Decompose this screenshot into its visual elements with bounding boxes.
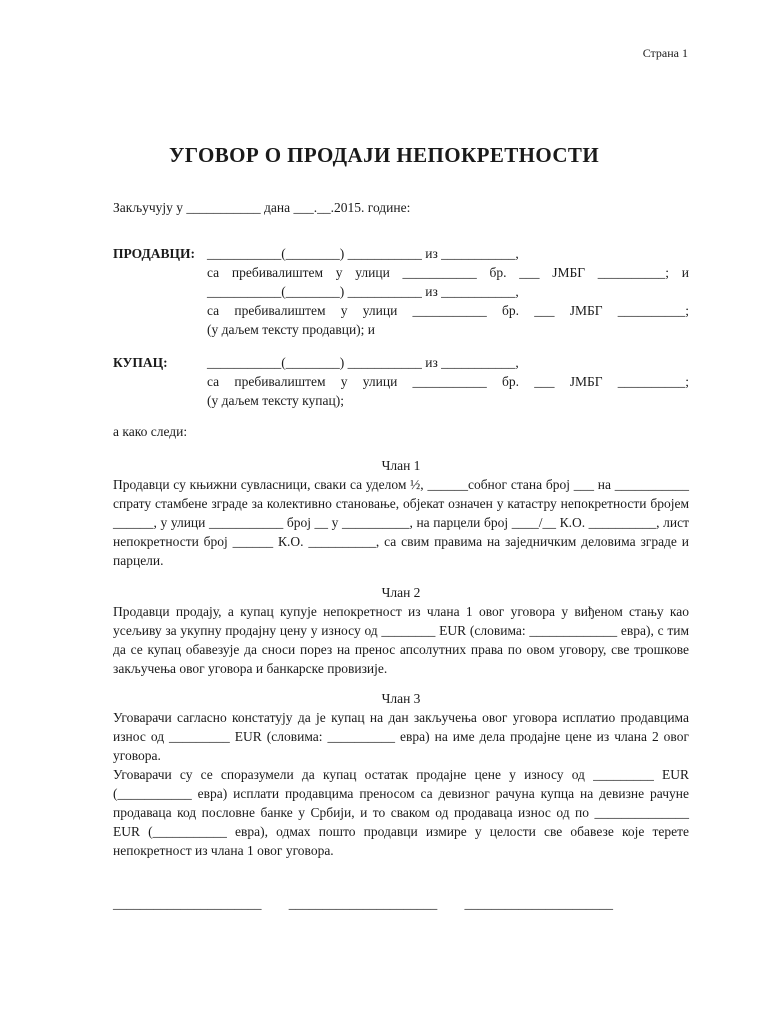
article-3-heading: Члан 3: [381, 691, 421, 706]
buyer-line: са пребивалиштем у улици ___________ бр. ___ ЈМБГ __________;: [207, 374, 689, 389]
buyer-lines: [207, 353, 689, 410]
sellers-lines: [207, 244, 689, 339]
article-1: [113, 456, 689, 570]
document-body: [113, 198, 689, 860]
signature-row: [113, 894, 613, 913]
signature-line: ______________________: [113, 896, 262, 911]
seller-line: ___________(________) ___________ из ___________,: [207, 246, 519, 261]
buyer-line: (у даљем тексту купац);: [207, 393, 344, 408]
seller-line: (у даљем тексту продавци); и: [207, 322, 376, 337]
page-number: Страна 1: [642, 46, 688, 60]
follows-line: а како следи:: [113, 424, 188, 439]
seller-line: са пребивалиштем у улици ___________ бр. ___ ЈМБГ __________; и: [207, 265, 689, 280]
sellers-label: ПРОДАВЦИ:: [113, 246, 196, 261]
article-2-paragraph: Продавци продају, а купац купује непокретност из члана 1 овог уговора у виђеном стању као усељиву за укупну продајну цену у износу од ________ EUR (словима: _____________ евра), с тим да се купац обавезује да сноси порез на пренос апсолутних права по овом уговору, све трошкове закључења овог уговора и банкарске провизије.: [113, 604, 689, 676]
intro-line: Закључују у ___________ дана ___.__.2015. године:: [113, 200, 411, 215]
article-3-paragraph-2: Уговарачи су се споразумели да купац остатак продајне цене у износу од _________ EUR (___________ евра) исплати продавцима преносом са девизног рачуна купца на девизне рачуне продаваца код пословне банке у Србији, и то сваком од продаваца износ од по ______________ EUR (___________ евра), одмах пошто продавци измире у целости све обавезе које терете непокретност из члана 1 овог уговора.: [113, 767, 689, 858]
article-1-heading: Члан 1: [381, 458, 421, 473]
signature-line: ______________________: [464, 896, 613, 911]
seller-line: ___________(________) ___________ из ___________,: [207, 284, 519, 299]
document-title: УГОВОР О ПРОДАЈИ НЕПОКРЕТНОСТИ: [168, 143, 600, 167]
article-3: [113, 689, 689, 860]
seller-line: са пребивалиштем у улици ___________ бр. ___ ЈМБГ __________;: [207, 303, 689, 318]
article-1-paragraph: Продавци су књижни сувласници, сваки са уделом ½, ______собног стана број ___ на ___________ спрату стамбене зграде за колективно становање, објекат означен у катастру непокретности бројем ______, у улици ___________ број __ у __________, на парцели број ____/__ К.О. __________, лист непокретности број ______ К.О. __________, са свим правима на заједничким деловима зграде и парцели.: [113, 477, 689, 568]
article-2-heading: Члан 2: [381, 585, 421, 600]
sellers-block: [113, 244, 689, 339]
signature-line: ______________________: [288, 896, 438, 911]
buyer-line: ___________(________) ___________ из ___________,: [207, 355, 519, 370]
article-3-paragraph-1: Уговарачи сагласно констатују да је купац на дан закључења овог уговора исплатио продавцима износ од _________ EUR (словима: __________ евра) на име дела продајне цене из члана 2 овог уговора.: [113, 710, 689, 763]
buyer-block: [113, 353, 689, 410]
buyer-label: КУПАЦ:: [113, 355, 168, 370]
article-2: [113, 583, 689, 678]
